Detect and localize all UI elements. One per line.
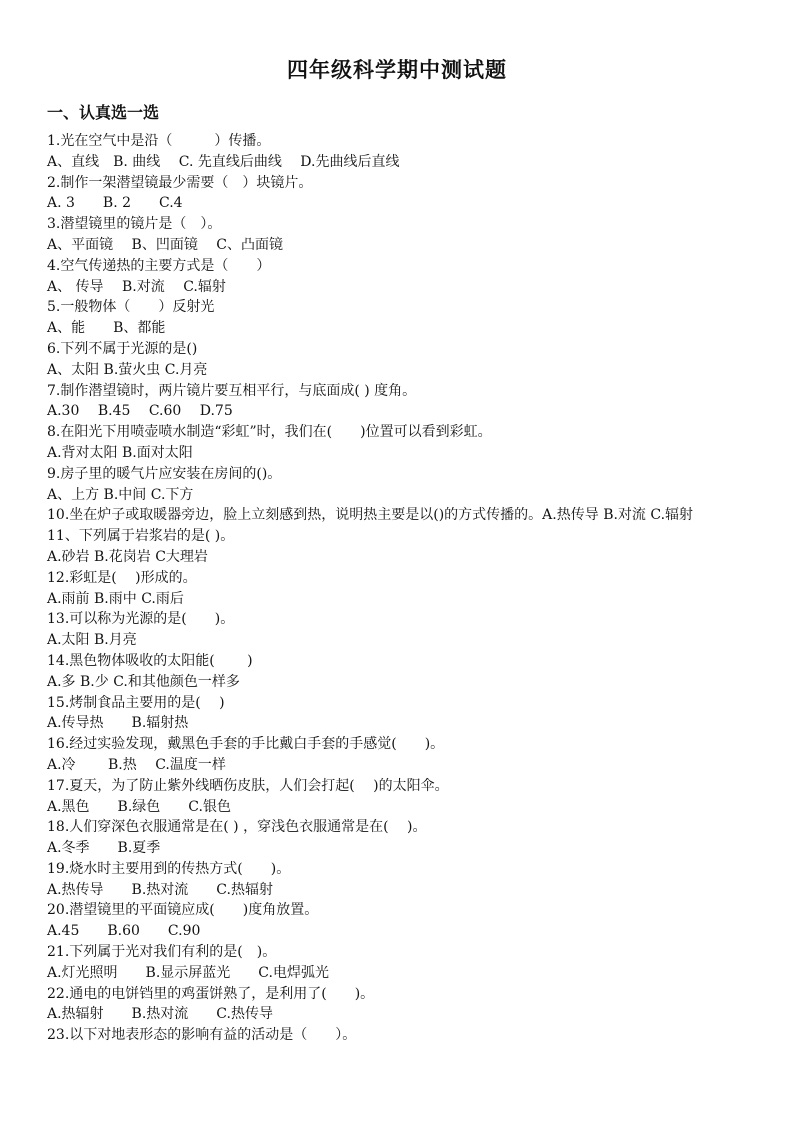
question-line: 15.烤制食品主要用的是( ) [47, 694, 225, 711]
answer-options: A.热传导 B.热对流 C.热辐射 [47, 881, 273, 898]
question-line: 21.下列属于光对我们有利的是( )。 [47, 944, 277, 961]
answer-options: A.灯光照明 B.显示屏蓝光 C.电焊弧光 [47, 964, 329, 981]
question-line: 2.制作一架潜望镜最少需要（ ）块镜片。 [47, 174, 313, 191]
question-line: 3.潜望镜里的镜片是（ ）。 [47, 216, 222, 233]
answer-options: A. 3 B. 2 C.4 [47, 195, 183, 212]
answer-options: A.砂岩 B.花岗岩 C大理岩 [47, 548, 208, 565]
question-line: 16.经过实验发现，戴黑色手套的手比戴白手套的手感觉( )。 [47, 736, 445, 753]
question-line: 10.坐在炉子或取暖器旁边，脸上立刻感到热，说明热主要是以()的方式传播的。A.热传导 B.对流 C.辐射 [47, 507, 694, 524]
question-line: 12.彩虹是( )形成的。 [47, 569, 197, 586]
answer-options: A.背对太阳 B.面对太阳 [47, 444, 193, 461]
question-line: 17.夏天，为了防止紫外线晒伤皮肤，人们会打起( )的太阳伞。 [47, 777, 449, 794]
answer-options: A、能 B、都能 [47, 320, 166, 337]
question-line: 8.在阳光下用喷壶喷水制造“彩虹”时，我们在( )位置可以看到彩虹。 [47, 424, 492, 441]
question-line: 20.潜望镜里的平面镜应成( )度角放置。 [47, 902, 319, 919]
question-line: 18.人们穿深色衣服通常是在( ) ，穿浅色衣服通常是在( )。 [47, 819, 427, 836]
answer-options: A、直线 B. 曲线 C. 先直线后曲线 D.先曲线后直线 [47, 153, 400, 170]
answer-options: A.冬季 B.夏季 [47, 840, 161, 857]
question-line: 9.房子里的暖气片应安装在房间的()。 [47, 465, 282, 482]
question-list [47, 131, 762, 1046]
question-line: 11、下列属于岩浆岩的是( )。 [47, 528, 235, 545]
question-line: 14.黑色物体吸收的太阳能( ) [47, 652, 253, 669]
section-heading: 一、认真选一选 [47, 103, 160, 122]
answer-options: A.冷 B.热 C.温度一样 [47, 756, 226, 773]
question-line: 7.制作潜望镜时，两片镜片要互相平行，与底面成( ) 度角。 [47, 382, 417, 399]
answer-options: A.雨前 B.雨中 C.雨后 [47, 590, 184, 607]
answer-options: A、 传导 B.对流 C.辐射 [47, 278, 226, 295]
question-line: 5.一般物体（ ）反射光 [47, 299, 215, 316]
answer-options: A.传导热 B.辐射热 [47, 715, 189, 732]
question-line: 19.烧水时主要用到的传热方式( )。 [47, 860, 291, 877]
question-line: 6.下列不属于光源的是() [47, 340, 198, 357]
question-line: 13.可以称为光源的是( )。 [47, 611, 235, 628]
question-line: 22.通电的电饼铛里的鸡蛋饼熟了，是利用了( )。 [47, 985, 375, 1002]
answer-options: A、上方 B.中间 C.下方 [47, 486, 194, 503]
page-title: 四年级科学期中测试题 [287, 58, 507, 82]
question-line: 23.以下对地表形态的影响有益的活动是（ ）。 [47, 1027, 357, 1044]
question-line: 4.空气传递热的主要方式是（ ） [47, 257, 271, 274]
answer-options: A、太阳 B.萤火虫 C.月亮 [47, 361, 208, 378]
answer-options: A.黑色 B.绿色 C.银色 [47, 798, 231, 815]
answer-options: A.30 B.45 C.60 D.75 [47, 403, 233, 420]
answer-options: A、平面镜 B、凹面镜 C、凸面镜 [47, 236, 284, 253]
answer-options: A.热辐射 B.热对流 C.热传导 [47, 1006, 273, 1023]
question-line: 1.光在空气中是沿（ ）传播。 [47, 133, 271, 149]
answer-options: A.太阳 B.月亮 [47, 632, 137, 649]
answer-options: A.45 B.60 C.90 [47, 923, 201, 940]
answer-options: A.多 B.少 C.和其他颜色一样多 [47, 673, 240, 690]
